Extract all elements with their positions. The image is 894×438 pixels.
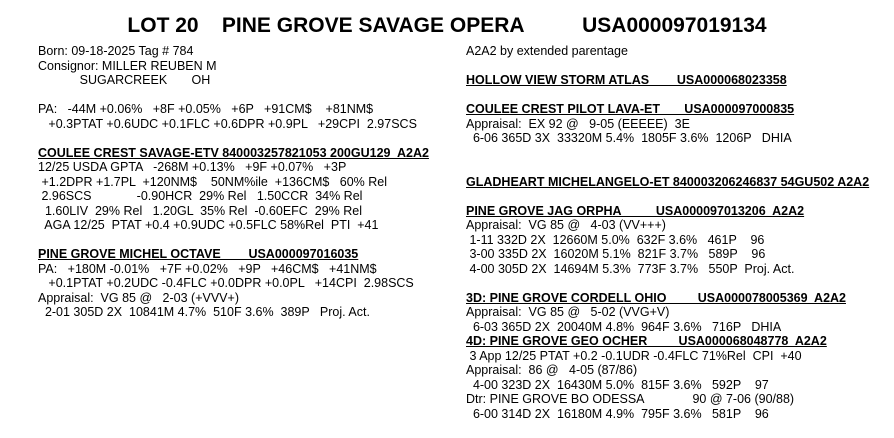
pedigree-line: PA: +180M -0.01% +7F +0.02% +9P +46CM$ +41NM$ <box>38 261 377 276</box>
pedigree-line: A2A2 by extended parentage <box>466 44 628 58</box>
pedigree-line: Consignor: MILLER REUBEN M <box>38 58 217 73</box>
pedigree-line: Appraisal: 86 @ 4-05 (87/86) <box>466 363 638 377</box>
pedigree-line: +0.1PTAT +0.2UDC -0.4FLC +0.0DPR +0.0PL +14CPI 2.98SCS <box>38 276 414 290</box>
pedigree-line: 1-11 332D 2X 12660M 5.0% 632F 3.6% 461P 96 <box>466 232 765 247</box>
spacer <box>466 276 886 291</box>
spacer <box>38 88 458 103</box>
pedigree-line: 1.60LIV 29% Rel 1.20GL 35% Rel -0.60EFC 29% Rel <box>38 203 363 218</box>
pedigree-heading: PINE GROVE JAG ORPHA USA000097013206 A2A2 <box>466 203 805 218</box>
pedigree-line: Appraisal: EX 92 @ 9-05 (EEEEE) 3E <box>466 116 690 131</box>
spacer <box>466 160 886 175</box>
pedigree-line: AGA 12/25 PTAT +0.4 +0.9UDC +0.5FLC 58%Rel PTI +41 <box>38 218 379 232</box>
pedigree-line: 4-00 323D 2X 16430M 5.0% 815F 3.6% 592P 97 <box>466 377 769 392</box>
pedigree-line: 6-03 365D 2X 20040M 4.8% 964F 3.6% 716P DHIA <box>466 319 782 334</box>
pedigree-line: +0.3PTAT +0.6UDC +0.1FLC +0.6DPR +0.9PL +29CPI 2.97SCS <box>38 116 417 131</box>
pedigree-line: 4-00 305D 2X 14694M 5.3% 773F 3.7% 550P Proj. Act. <box>466 261 795 276</box>
spacer <box>38 131 458 146</box>
pedigree-line: Appraisal: VG 85 @ 2-03 (+VVV+) <box>38 290 239 305</box>
spacer <box>466 189 886 204</box>
pedigree-line: 2-01 305D 2X 10841M 4.7% 510F 3.6% 389P Proj. Act. <box>38 305 370 319</box>
pedigree-heading: GLADHEART MICHELANGELO-ET 840003206246837 54GU502 A2A2 <box>466 174 870 189</box>
pedigree-line: Born: 09-18-2025 Tag # 784 <box>38 44 194 58</box>
pedigree-line: 6-06 365D 3X 33320M 5.4% 1805F 3.6% 1206P DHIA <box>466 131 792 145</box>
pedigree-line: Dtr: PINE GROVE BO ODESSA 90 @ 7-06 (90/88) <box>466 392 795 406</box>
pedigree-line: 3 App 12/25 PTAT +0.2 -0.1UDR -0.4FLC 71%Rel CPI +40 <box>466 348 802 363</box>
spacer <box>466 59 886 74</box>
pedigree-heading: COULEE CREST SAVAGE-ETV 840003257821053 200GU129 A2A2 <box>38 145 429 160</box>
left-column <box>38 44 458 320</box>
pedigree-heading: 3D: PINE GROVE CORDELL OHIO USA000078005369 A2A2 <box>466 290 846 305</box>
spacer <box>466 146 886 161</box>
right-column <box>466 44 886 421</box>
pedigree-heading: COULEE CREST PILOT LAVA-ET USA000097000835 <box>466 102 795 116</box>
pedigree-line: Appraisal: VG 85 @ 4-03 (VV+++) <box>466 218 666 232</box>
pedigree-line: 2.96SCS -0.90HCR 29% Rel 1.50CCR 34% Rel <box>38 189 363 203</box>
pedigree-line: PA: -44M +0.06% +8F +0.05% +6P +91CM$ +81NM$ <box>38 102 374 116</box>
pedigree-heading: PINE GROVE MICHEL OCTAVE USA000097016035 <box>38 247 359 261</box>
pedigree-heading: 4D: PINE GROVE GEO OCHER USA000068048778 A2A2 <box>466 334 827 348</box>
pedigree-heading: HOLLOW VIEW STORM ATLAS USA000068023358 <box>466 73 787 87</box>
spacer <box>466 88 886 103</box>
pedigree-line: Appraisal: VG 85 @ 5-02 (VVG+V) <box>466 305 670 319</box>
pedigree-line: +1.2DPR +1.7PL +120NM$ 50NM%ile +136CM$ 60% Rel <box>38 174 388 189</box>
pedigree-line: 3-00 335D 2X 16020M 5.1% 821F 3.7% 589P 96 <box>466 247 766 261</box>
lot-title: LOT 20 PINE GROVE SAVAGE OPERA USA000097019134 <box>127 14 767 37</box>
pedigree-line: SUGARCREEK OH <box>38 73 211 87</box>
spacer <box>38 233 458 248</box>
pedigree-line: 6-00 314D 2X 16180M 4.9% 795F 3.6% 581P 96 <box>466 406 769 421</box>
pedigree-line: 12/25 USDA GPTA -268M +0.13% +9F +0.07% +3P <box>38 160 347 174</box>
